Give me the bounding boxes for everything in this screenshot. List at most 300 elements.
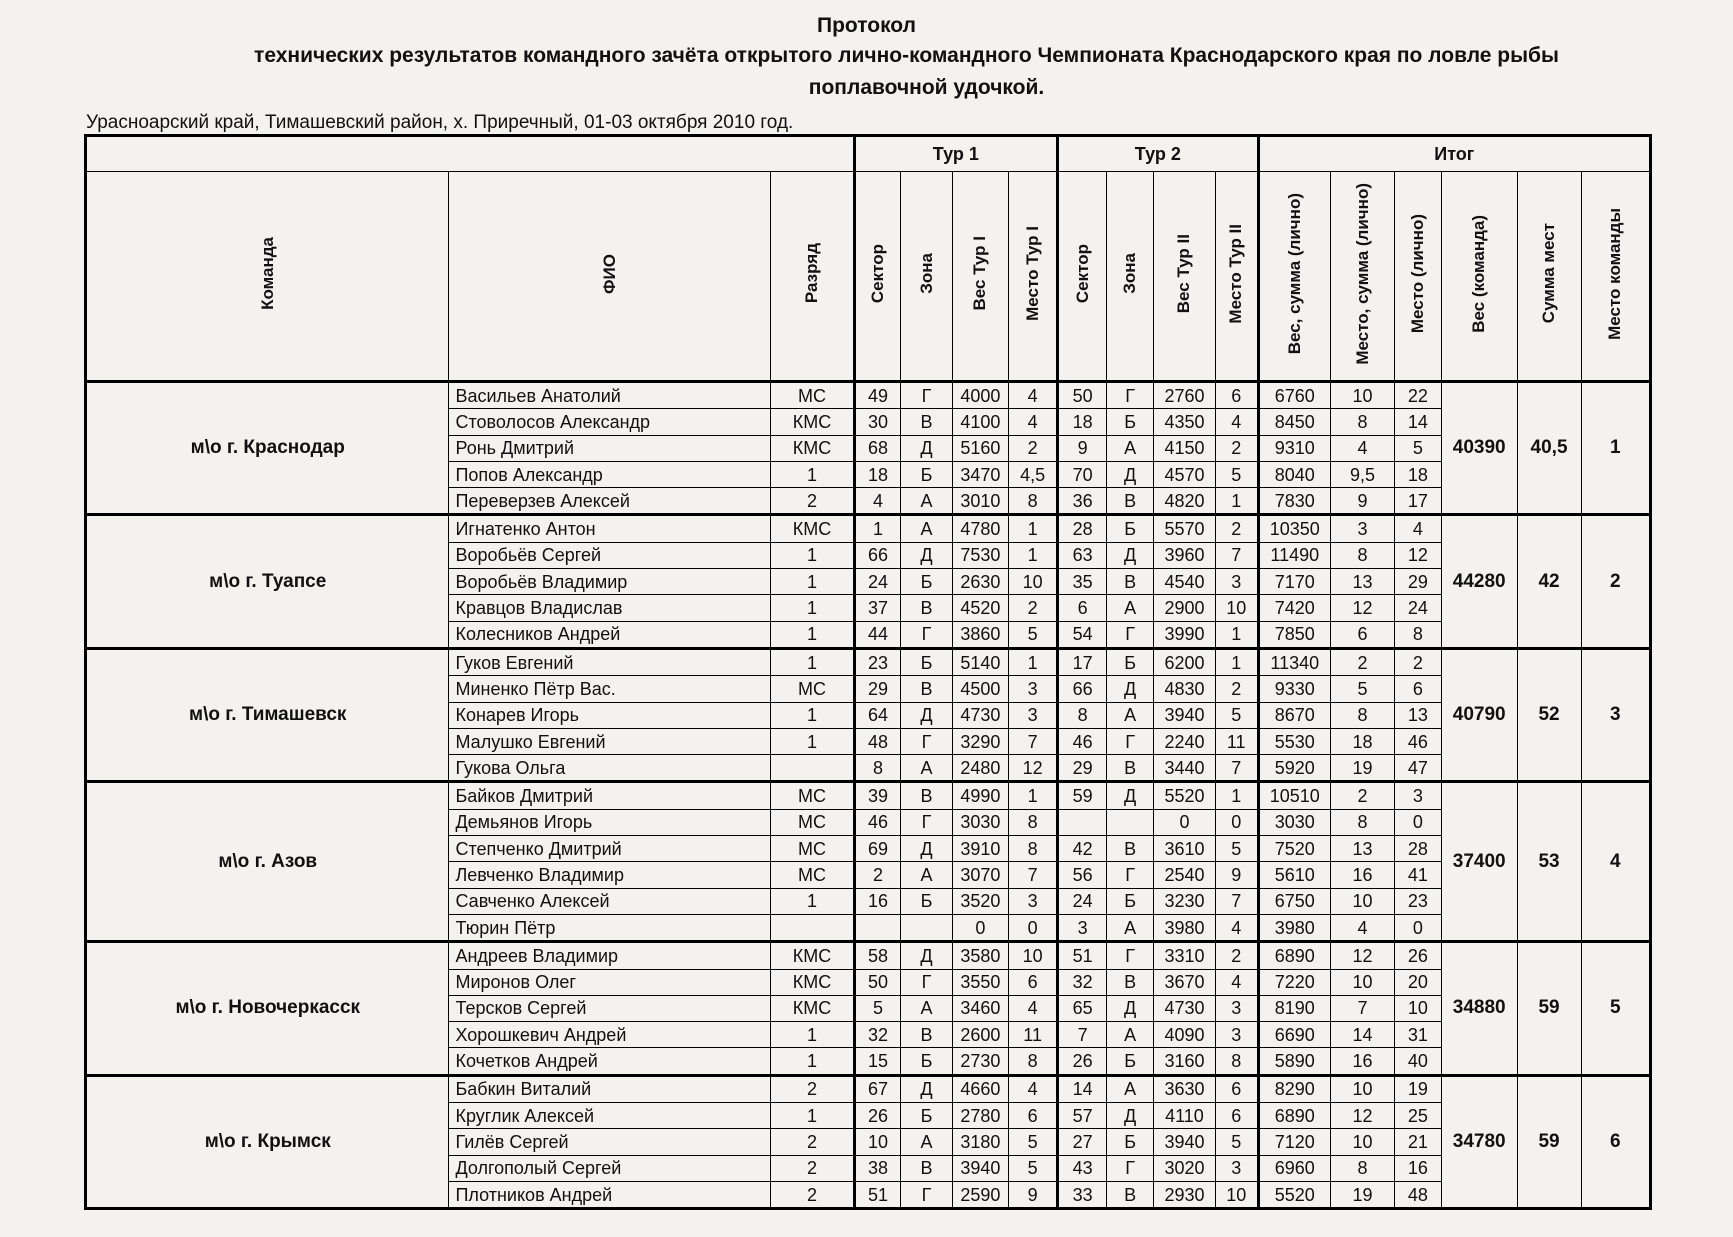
- fio-cell: Степченко Дмитрий: [449, 836, 771, 862]
- rank-cell: 1: [771, 461, 854, 487]
- t1-place-cell: 7: [1009, 862, 1058, 888]
- rank-cell: 1: [771, 702, 854, 728]
- place-sum-cell: 3: [1331, 515, 1395, 542]
- fio-cell: Терсков Сергей: [449, 995, 771, 1021]
- location-date: Урасноарский край, Тимашевский район, х. Приречный, 01-03 октября 2010 год.: [86, 112, 794, 133]
- weight-sum-cell: 7120: [1258, 1129, 1330, 1155]
- place-sum-total-cell: 42: [1517, 515, 1581, 648]
- t2-zone-cell: Д: [1107, 1103, 1154, 1129]
- personal-place-col-header: [1394, 172, 1441, 382]
- t2-sector-cell: 65: [1058, 995, 1107, 1021]
- t1-weight-cell: 4780: [952, 515, 1008, 542]
- weight-sum-cell: 6760: [1258, 382, 1330, 409]
- t1-place-cell: 8: [1009, 836, 1058, 862]
- t1-sector-cell: 24: [854, 569, 901, 595]
- t1-zone-cell: А: [901, 515, 952, 542]
- fio-cell: Конарев Игорь: [449, 702, 771, 728]
- team-weight-cell: 40390: [1441, 382, 1517, 515]
- personal-place-cell: 23: [1394, 888, 1441, 914]
- t1-sector-cell: 58: [854, 942, 901, 969]
- t2-zone-cell: А: [1107, 1022, 1154, 1048]
- t1-weight-cell: 0: [952, 914, 1008, 941]
- tour1-header: Тур 1: [854, 136, 1058, 172]
- place-sum-cell: 10: [1331, 1075, 1395, 1102]
- results-table: [84, 134, 1652, 1210]
- t2-place-cell: 7: [1215, 542, 1258, 568]
- team-place-cell: 2: [1581, 515, 1651, 648]
- t2-sector-cell: 51: [1058, 942, 1107, 969]
- t2-sector-cell: 27: [1058, 1129, 1107, 1155]
- table-row: [86, 942, 1651, 969]
- place-sum-cell: 19: [1331, 755, 1395, 782]
- table-body: [86, 382, 1651, 1209]
- personal-place-cell: 0: [1394, 809, 1441, 835]
- t1-place-cell: 0: [1009, 914, 1058, 941]
- t2-zone-cell: Г: [1107, 1155, 1154, 1181]
- t2-sector-cell: 56: [1058, 862, 1107, 888]
- t1-sector-cell: 38: [854, 1155, 901, 1181]
- weight-sum-cell: 6750: [1258, 888, 1330, 914]
- personal-place-cell: 31: [1394, 1022, 1441, 1048]
- fio-cell: Левченко Владимир: [449, 862, 771, 888]
- t2-zone-cell: А: [1107, 702, 1154, 728]
- t1-weight-cell: 4500: [952, 676, 1008, 702]
- t1-sector-cell: 18: [854, 461, 901, 487]
- t2-place-cell: 1: [1215, 648, 1258, 675]
- t1-sector-cell: [854, 914, 901, 941]
- t1-sector-cell: 69: [854, 836, 901, 862]
- t2-place-cell: 3: [1215, 1155, 1258, 1181]
- weight-sum-cell: 8290: [1258, 1075, 1330, 1102]
- place-sum-total-cell: 52: [1517, 648, 1581, 781]
- team-name-cell: м\о г. Азов: [86, 782, 449, 942]
- t1-place-cell: 11: [1009, 1022, 1058, 1048]
- personal-place-cell: 26: [1394, 942, 1441, 969]
- place-sum-cell: 12: [1331, 595, 1395, 621]
- place-sum-cell: 10: [1331, 969, 1395, 995]
- t2-weight-cell: 3610: [1154, 836, 1216, 862]
- fio-cell: Васильев Анатолий: [449, 382, 771, 409]
- t2-place-cell: 4: [1215, 914, 1258, 941]
- t1-weight-cell: 4730: [952, 702, 1008, 728]
- weight-sum-cell: 5610: [1258, 862, 1330, 888]
- t1-sector-cell: 51: [854, 1181, 901, 1208]
- t2-sector-cell: 14: [1058, 1075, 1107, 1102]
- t1-place-cell: 12: [1009, 755, 1058, 782]
- place-sum-total-cell: 40,5: [1517, 382, 1581, 515]
- column-header-label: Сектор: [1072, 243, 1092, 304]
- t1-place-cell: 4: [1009, 995, 1058, 1021]
- t2-zone-cell: А: [1107, 435, 1154, 461]
- t1-zone-cell: Д: [901, 1075, 952, 1102]
- fio-cell: Савченко Алексей: [449, 888, 771, 914]
- t1-zone-cell: А: [901, 1129, 952, 1155]
- t2-sector-cell: 18: [1058, 409, 1107, 435]
- document-subtitle-line2: поплавочной удочкой.: [808, 76, 1045, 99]
- t2-zone-cell: Д: [1107, 676, 1154, 702]
- t1-sector-cell: 46: [854, 809, 901, 835]
- t2-sector-cell: 33: [1058, 1181, 1107, 1208]
- t2-place-cell: 5: [1215, 461, 1258, 487]
- t2-sector-cell: 63: [1058, 542, 1107, 568]
- t2-weight-cell: 3940: [1154, 702, 1216, 728]
- t2-zone-cell: В: [1107, 969, 1154, 995]
- place-sum-total-cell: 59: [1517, 1075, 1581, 1208]
- rank-cell: 1: [771, 542, 854, 568]
- t2-zone-cell: Г: [1107, 382, 1154, 409]
- t2-weight-cell: 3990: [1154, 621, 1216, 648]
- t2-sector-cell: 24: [1058, 888, 1107, 914]
- rank-col-header: [771, 172, 854, 382]
- team-col-header: [86, 172, 449, 382]
- t1-weight-cell: 2480: [952, 755, 1008, 782]
- rank-cell: [771, 755, 854, 782]
- weight-sum-cell: 5890: [1258, 1048, 1330, 1075]
- t2-zone-cell: В: [1107, 569, 1154, 595]
- t2-weight-cell: 2930: [1154, 1181, 1216, 1208]
- fio-cell: Воробьёв Владимир: [449, 569, 771, 595]
- t2-zone-cell: Г: [1107, 728, 1154, 754]
- t1-sector-cell: 1: [854, 515, 901, 542]
- t2-sector-cell: 32: [1058, 969, 1107, 995]
- rank-cell: МС: [771, 809, 854, 835]
- document-subtitle-line1: технических результатов командного зачёта открытого лично-командного Чемпионата Краснодарского края по ловле рыбы: [254, 44, 1559, 67]
- t2-zone-cell: В: [1107, 1181, 1154, 1208]
- t1-zone-cell: Б: [901, 1103, 952, 1129]
- t1-zone-cell: А: [901, 862, 952, 888]
- fio-cell: Кравцов Владислав: [449, 595, 771, 621]
- t2-place-cell: 2: [1215, 676, 1258, 702]
- rank-cell: 2: [771, 1181, 854, 1208]
- t2-weight-cell: 4350: [1154, 409, 1216, 435]
- weight-sum-cell: 9310: [1258, 435, 1330, 461]
- t2-weight-cell: 2900: [1154, 595, 1216, 621]
- t1-weight-cell: 2590: [952, 1181, 1008, 1208]
- personal-place-cell: 19: [1394, 1075, 1441, 1102]
- t1-sector-cell: 4: [854, 488, 901, 515]
- weight-sum-cell: 11490: [1258, 542, 1330, 568]
- t2-weight-cell: 3310: [1154, 942, 1216, 969]
- t2-weight-cell: 0: [1154, 809, 1216, 835]
- tour2-header: Тур 2: [1058, 136, 1258, 172]
- t1-place-cell: 3: [1009, 702, 1058, 728]
- column-header-label: Место Тур II: [1226, 223, 1246, 324]
- rank-cell: 1: [771, 569, 854, 595]
- t2-weight-cell: 4730: [1154, 995, 1216, 1021]
- personal-place-cell: 48: [1394, 1181, 1441, 1208]
- weight-sum-cell: 7520: [1258, 836, 1330, 862]
- rank-cell: 1: [771, 1022, 854, 1048]
- t1-weight-cell: 4520: [952, 595, 1008, 621]
- rank-cell: МС: [771, 836, 854, 862]
- t1-sector-cell: 49: [854, 382, 901, 409]
- weight-sum-cell: 8670: [1258, 702, 1330, 728]
- rank-cell: МС: [771, 862, 854, 888]
- place-sum-cell: 16: [1331, 862, 1395, 888]
- t2-zone-cell: Д: [1107, 542, 1154, 568]
- t1-zone-cell: А: [901, 755, 952, 782]
- rank-cell: МС: [771, 676, 854, 702]
- t2-weight-cell: 3940: [1154, 1129, 1216, 1155]
- t2-zone-cell: Г: [1107, 862, 1154, 888]
- column-header-row: [86, 172, 1651, 382]
- t1-weight-cell: 3580: [952, 942, 1008, 969]
- fio-col-header: [449, 172, 771, 382]
- fio-cell: Миненко Пётр Вас.: [449, 676, 771, 702]
- t1-sector-cell: 67: [854, 1075, 901, 1102]
- personal-place-cell: 10: [1394, 995, 1441, 1021]
- weight-sum-cell: 5920: [1258, 755, 1330, 782]
- column-header-label: Место, сумма (лично): [1352, 182, 1372, 365]
- rank-cell: 1: [771, 595, 854, 621]
- weight-sum-cell: 9330: [1258, 676, 1330, 702]
- t1-sector-cell: 10: [854, 1129, 901, 1155]
- t1-zone-col-header: [901, 172, 952, 382]
- t1-place-cell: 1: [1009, 648, 1058, 675]
- t2-place-cell: 2: [1215, 515, 1258, 542]
- t2-place-cell: 11: [1215, 728, 1258, 754]
- t2-weight-cell: 4150: [1154, 435, 1216, 461]
- t2-zone-cell: Д: [1107, 782, 1154, 809]
- place-sum-cell: 4: [1331, 435, 1395, 461]
- t2-place-cell: 6: [1215, 1103, 1258, 1129]
- t2-weight-cell: 3980: [1154, 914, 1216, 941]
- rank-cell: 2: [771, 1075, 854, 1102]
- team-name-cell: м\о г. Тимашевск: [86, 648, 449, 781]
- place-sum-cell: 16: [1331, 1048, 1395, 1075]
- place-sum-cell: 10: [1331, 888, 1395, 914]
- table-row: [86, 382, 1651, 409]
- place-sum-cell: 5: [1331, 676, 1395, 702]
- place-sum-cell: 13: [1331, 569, 1395, 595]
- fio-cell: Игнатенко Антон: [449, 515, 771, 542]
- weight-sum-cell: 7170: [1258, 569, 1330, 595]
- t2-sector-cell: 9: [1058, 435, 1107, 461]
- t2-zone-cell: [1107, 809, 1154, 835]
- t1-zone-cell: Б: [901, 461, 952, 487]
- fio-cell: Ронь Дмитрий: [449, 435, 771, 461]
- personal-place-cell: 8: [1394, 621, 1441, 648]
- t1-sector-cell: 44: [854, 621, 901, 648]
- team-place-col-header: [1581, 172, 1651, 382]
- fio-cell: Стоволосов Александр: [449, 409, 771, 435]
- team-weight-cell: 44280: [1441, 515, 1517, 648]
- rank-cell: [771, 914, 854, 941]
- weight-sum-cell: 11340: [1258, 648, 1330, 675]
- t1-weight-cell: 3470: [952, 461, 1008, 487]
- rank-cell: 1: [771, 1103, 854, 1129]
- t2-place-cell: 1: [1215, 782, 1258, 809]
- t2-place-cell: 4: [1215, 969, 1258, 995]
- fio-cell: Андреев Владимир: [449, 942, 771, 969]
- t1-place-cell: 6: [1009, 1103, 1058, 1129]
- t2-weight-cell: 3440: [1154, 755, 1216, 782]
- team-weight-cell: 34880: [1441, 942, 1517, 1075]
- t1-place-cell: 5: [1009, 1129, 1058, 1155]
- table-row: [86, 648, 1651, 675]
- rank-cell: КМС: [771, 969, 854, 995]
- weight-sum-cell: 5520: [1258, 1181, 1330, 1208]
- t1-place-cell: 9: [1009, 1181, 1058, 1208]
- t2-weight-cell: 4090: [1154, 1022, 1216, 1048]
- fio-cell: Гуков Евгений: [449, 648, 771, 675]
- t1-sector-cell: 16: [854, 888, 901, 914]
- t1-place-cell: 10: [1009, 569, 1058, 595]
- t2-sector-cell: 50: [1058, 382, 1107, 409]
- t2-sector-cell: 36: [1058, 488, 1107, 515]
- t1-place-cell: 2: [1009, 435, 1058, 461]
- team-weight-col-header: [1441, 172, 1517, 382]
- t2-sector-cell: 46: [1058, 728, 1107, 754]
- table-row: [86, 1075, 1651, 1102]
- rank-cell: МС: [771, 382, 854, 409]
- t2-sector-cell: 66: [1058, 676, 1107, 702]
- fio-cell: Переверзев Алексей: [449, 488, 771, 515]
- t2-sector-cell: 59: [1058, 782, 1107, 809]
- personal-place-cell: 2: [1394, 648, 1441, 675]
- place-sum-cell: 8: [1331, 702, 1395, 728]
- t2-place-cell: 7: [1215, 755, 1258, 782]
- fio-cell: Гукова Ольга: [449, 755, 771, 782]
- t2-weight-cell: 4540: [1154, 569, 1216, 595]
- weight-sum-cell: 10350: [1258, 515, 1330, 542]
- team-weight-cell: 37400: [1441, 782, 1517, 942]
- t2-weight-cell: 3160: [1154, 1048, 1216, 1075]
- t1-zone-cell: Г: [901, 809, 952, 835]
- t1-weight-cell: 3940: [952, 1155, 1008, 1181]
- t2-place-cell: 3: [1215, 995, 1258, 1021]
- t1-place-cell: 4: [1009, 1075, 1058, 1102]
- t2-place-cell: 3: [1215, 1022, 1258, 1048]
- t1-zone-cell: Г: [901, 1181, 952, 1208]
- place-sum-cell: 9,5: [1331, 461, 1395, 487]
- t1-weight-cell: 3460: [952, 995, 1008, 1021]
- t1-sector-cell: 48: [854, 728, 901, 754]
- t1-zone-cell: Г: [901, 382, 952, 409]
- team-weight-cell: 40790: [1441, 648, 1517, 781]
- t2-zone-cell: В: [1107, 755, 1154, 782]
- t1-weight-cell: 7530: [952, 542, 1008, 568]
- personal-place-cell: 12: [1394, 542, 1441, 568]
- weight-sum-cell: 6890: [1258, 1103, 1330, 1129]
- t2-weight-cell: 3670: [1154, 969, 1216, 995]
- weight-sum-cell: 3030: [1258, 809, 1330, 835]
- t1-place-cell: 4: [1009, 409, 1058, 435]
- document-title: Протокол: [817, 14, 916, 37]
- t2-weight-cell: 3630: [1154, 1075, 1216, 1102]
- t2-zone-cell: А: [1107, 1075, 1154, 1102]
- personal-place-cell: 3: [1394, 782, 1441, 809]
- rank-cell: 1: [771, 728, 854, 754]
- t2-zone-cell: А: [1107, 595, 1154, 621]
- t1-weight-cell: 3070: [952, 862, 1008, 888]
- t2-zone-cell: Б: [1107, 409, 1154, 435]
- fio-cell: Малушко Евгений: [449, 728, 771, 754]
- t1-sector-cell: 66: [854, 542, 901, 568]
- t2-sector-cell: 35: [1058, 569, 1107, 595]
- t1-zone-cell: Г: [901, 969, 952, 995]
- t1-place-cell: 6: [1009, 969, 1058, 995]
- t1-place-cell: 4,5: [1009, 461, 1058, 487]
- fio-cell: Плотников Андрей: [449, 1181, 771, 1208]
- personal-place-cell: 13: [1394, 702, 1441, 728]
- column-header-label: Место (лично): [1407, 213, 1427, 334]
- place-sum-cell: 18: [1331, 728, 1395, 754]
- team-place-cell: 6: [1581, 1075, 1651, 1208]
- t1-weight-cell: 3030: [952, 809, 1008, 835]
- column-header-label: ФИО: [599, 253, 619, 294]
- t2-weight-cell: 4570: [1154, 461, 1216, 487]
- weight-sum-cell: 8450: [1258, 409, 1330, 435]
- t1-zone-cell: В: [901, 1022, 952, 1048]
- t1-zone-cell: Г: [901, 728, 952, 754]
- t1-zone-cell: А: [901, 488, 952, 515]
- t1-zone-cell: Б: [901, 1048, 952, 1075]
- t1-sector-cell: 5: [854, 995, 901, 1021]
- t1-zone-cell: Б: [901, 888, 952, 914]
- column-header-label: Место команды: [1605, 207, 1625, 340]
- personal-place-cell: 21: [1394, 1129, 1441, 1155]
- t1-place-cell: 5: [1009, 621, 1058, 648]
- place-sum-cell: 8: [1331, 809, 1395, 835]
- t1-sector-cell: 39: [854, 782, 901, 809]
- team-place-cell: 1: [1581, 382, 1651, 515]
- personal-place-cell: 0: [1394, 914, 1441, 941]
- t1-zone-cell: В: [901, 409, 952, 435]
- t1-zone-cell: [901, 914, 952, 941]
- t1-place-cell: 8: [1009, 809, 1058, 835]
- rank-cell: МС: [771, 782, 854, 809]
- t1-sector-cell: 2: [854, 862, 901, 888]
- column-header-label: Сектор: [867, 243, 887, 304]
- place-sum-cell: 6: [1331, 621, 1395, 648]
- personal-place-cell: 16: [1394, 1155, 1441, 1181]
- t1-place-cell: 1: [1009, 542, 1058, 568]
- column-header-label: Место Тур I: [1022, 226, 1042, 321]
- rank-cell: 1: [771, 648, 854, 675]
- t2-weight-cell: 6200: [1154, 648, 1216, 675]
- column-header-label: Вес, сумма (лично): [1284, 192, 1304, 355]
- t2-weight-cell: 3020: [1154, 1155, 1216, 1181]
- column-header-label: Вес (команда): [1469, 214, 1489, 333]
- t2-zone-cell: Б: [1107, 515, 1154, 542]
- t1-place-col-header: [1009, 172, 1058, 382]
- t2-place-cell: 7: [1215, 888, 1258, 914]
- rank-cell: КМС: [771, 435, 854, 461]
- t1-zone-cell: Б: [901, 569, 952, 595]
- fio-cell: Тюрин Пётр: [449, 914, 771, 941]
- team-place-cell: 5: [1581, 942, 1651, 1075]
- team-place-cell: 4: [1581, 782, 1651, 942]
- t1-zone-cell: В: [901, 1155, 952, 1181]
- t1-sector-cell: 15: [854, 1048, 901, 1075]
- place-sum-total-cell: 59: [1517, 942, 1581, 1075]
- rank-cell: КМС: [771, 942, 854, 969]
- t2-place-cell: 5: [1215, 1129, 1258, 1155]
- t1-weight-cell: 2600: [952, 1022, 1008, 1048]
- t1-zone-cell: Д: [901, 836, 952, 862]
- place-sum-cell: 12: [1331, 1103, 1395, 1129]
- t1-zone-cell: Д: [901, 542, 952, 568]
- t1-weight-cell: 3180: [952, 1129, 1008, 1155]
- t2-sector-cell: 57: [1058, 1103, 1107, 1129]
- fio-cell: Круглик Алексей: [449, 1103, 771, 1129]
- t1-place-cell: 4: [1009, 382, 1058, 409]
- total-header: Итог: [1258, 136, 1650, 172]
- t2-zone-cell: А: [1107, 914, 1154, 941]
- place-sum-cell: 12: [1331, 942, 1395, 969]
- fio-cell: Демьянов Игорь: [449, 809, 771, 835]
